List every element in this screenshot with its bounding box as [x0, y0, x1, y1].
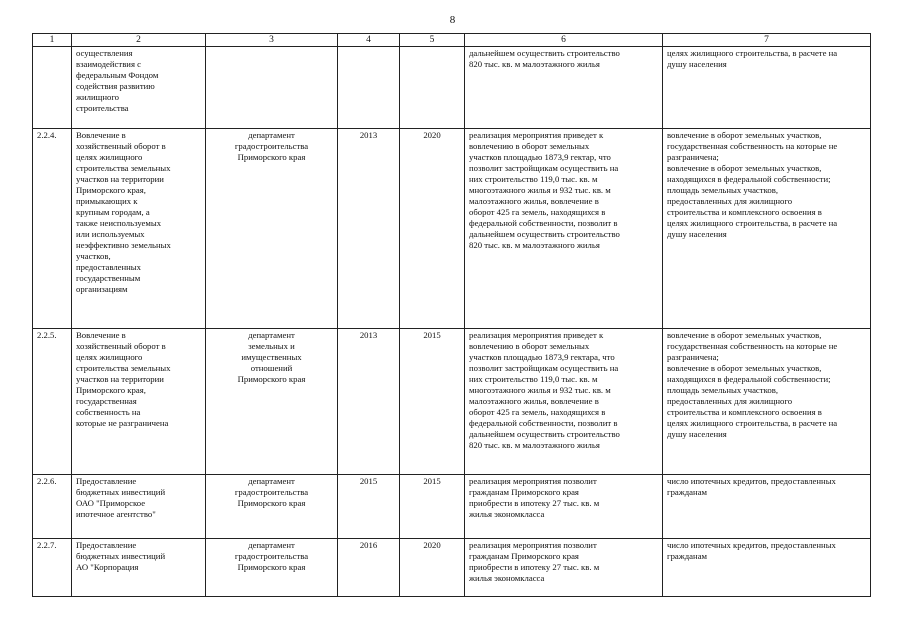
table-row [33, 129, 871, 329]
indicator-cell: вовлечение в оборот земельных участков, государственная собственность на которые не разграничена; вовлечение в оборот земельных участков, находящихся в федеральной собственности; площадь земельных участков, предоставленных для жилищного строительства и комплексного освоения в целях жилищного строительства, в расчете на душу населения [663, 329, 871, 475]
executor-cell: департамент градостроительства Приморского края [206, 475, 338, 539]
expected-result-cell: дальнейшем осуществить строительство 820 тыс. кв. м малоэтажного жилья [465, 47, 663, 129]
table-row [33, 475, 871, 539]
indicator-cell: целях жилищного строительства, в расчете на душу населения [663, 47, 871, 129]
measure-name-cell: Предоставление бюджетных инвестиций ОАО "Приморское ипотечное агентство" [72, 475, 206, 539]
end-year-cell: 2020 [400, 539, 465, 597]
end-year-cell: 2020 [400, 129, 465, 329]
measures-table [32, 33, 871, 597]
indicator-cell: число ипотечных кредитов, предоставленных гражданам [663, 475, 871, 539]
indicator-cell: число ипотечных кредитов, предоставленных гражданам [663, 539, 871, 597]
row-number-cell: 2.2.7. [33, 539, 72, 597]
header-cell: 6 [465, 34, 663, 47]
start-year-cell: 2016 [338, 539, 400, 597]
end-year-cell: 2015 [400, 475, 465, 539]
header-cell: 5 [400, 34, 465, 47]
expected-result-cell: реализация мероприятия приведет к вовлечению в оборот земельных участков площадью 1873,9 гектар, что позволит застройщикам осуществить на них строительство 119,0 тыс. кв. м многоэтажного жилья и 932 тыс. кв. м малоэтажного жилья, вовлечение в оборот 425 га земель, находящихся в федеральной собственности, позволит в дальнейшем осуществить строительство 820 тыс. кв. м малоэтажного жилья [465, 129, 663, 329]
measure-name-cell: Вовлечение в хозяйственный оборот в целях жилищного строительства земельных участков на территории Приморского края, примыкающих к крупным городам, а также неиспользуемых или используемых неэффективно земельных участков, предоставленных государственным организациям [72, 129, 206, 329]
start-year-cell: 2013 [338, 129, 400, 329]
executor-cell: департамент градостроительства Приморского края [206, 129, 338, 329]
start-year-cell: 2013 [338, 329, 400, 475]
header-cell: 2 [72, 34, 206, 47]
table-row [33, 47, 871, 129]
indicator-cell: вовлечение в оборот земельных участков, государственная собственность на которые не разграничена; вовлечение в оборот земельных участков, находящихся в федеральной собственности; площадь земельных участков, предоставленных для жилищного строительства и комплексного освоения в целях жилищного строительства, в расчете на душу населения [663, 129, 871, 329]
header-cell: 4 [338, 34, 400, 47]
expected-result-cell: реализация мероприятия позволит гражданам Приморского края приобрести в ипотеку 27 тыс. кв. м жилья экономкласса [465, 539, 663, 597]
header-cell: 1 [33, 34, 72, 47]
start-year-cell [338, 47, 400, 129]
executor-cell: департамент земельных и имущественных отношений Приморского края [206, 329, 338, 475]
measure-name-cell: Вовлечение в хозяйственный оборот в целях жилищного строительства земельных участков на территории Приморского края, государственная собственность на которые не разграничена [72, 329, 206, 475]
table-row [33, 539, 871, 597]
header-row [33, 34, 871, 47]
row-number-cell: 2.2.6. [33, 475, 72, 539]
row-number-cell [33, 47, 72, 129]
executor-cell: департамент градостроительства Приморского края [206, 539, 338, 597]
expected-result-cell: реализация мероприятия позволит гражданам Приморского края приобрести в ипотеку 27 тыс. кв. м жилья экономкласса [465, 475, 663, 539]
measure-name-cell: осуществления взаимодействия с федеральным Фондом содействия развитию жилищного строительства [72, 47, 206, 129]
measure-name-cell: Предоставление бюджетных инвестиций АО "Корпорация [72, 539, 206, 597]
row-number-cell: 2.2.4. [33, 129, 72, 329]
expected-result-cell: реализация мероприятия приведет к вовлечению в оборот земельных участков площадью 1873,9 гектара, что позволит застройщикам осуществить на них строительство 119,0 тыс. кв. м многоэтажного жилья и 932 тыс. кв. м малоэтажного жилья, вовлечение в оборот 425 га земель, находящихся в федеральной собственности, позволит в дальнейшем осуществить строительство 820 тыс. кв. м малоэтажного жилья [465, 329, 663, 475]
header-cell: 7 [663, 34, 871, 47]
header-cell: 3 [206, 34, 338, 47]
end-year-cell [400, 47, 465, 129]
executor-cell [206, 47, 338, 129]
end-year-cell: 2015 [400, 329, 465, 475]
row-number-cell: 2.2.5. [33, 329, 72, 475]
page-number: 8 [449, 14, 456, 26]
start-year-cell: 2015 [338, 475, 400, 539]
table-row [33, 329, 871, 475]
